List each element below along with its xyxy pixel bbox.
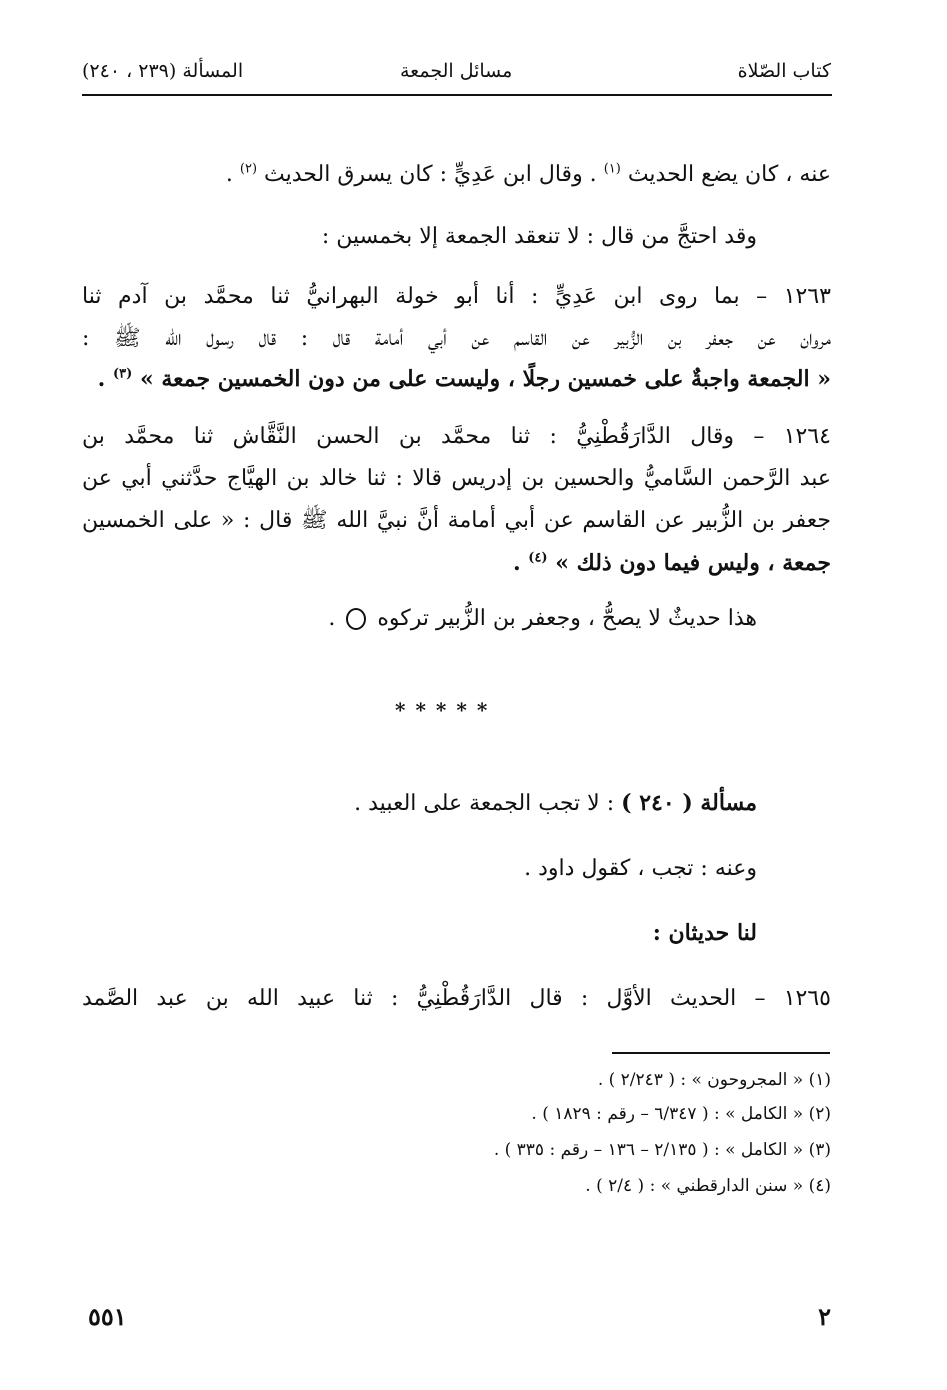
volume-number: ٢	[818, 1302, 831, 1331]
circle-end-marker-icon	[346, 608, 366, 630]
issue-number: مسألة ( ٢٤٠ )	[621, 790, 757, 816]
footnote-divider	[612, 1052, 830, 1054]
text-line-12: وعنه : تجب ، كقول داود .	[524, 856, 757, 881]
text-line-14: ١٢٦٥ – الحديث الأوَّل : قال الدَّارَقُطْنِيُّ : ثنا عبيد الله بن عبد الصَّمد	[82, 986, 831, 1011]
page-number: ٥٥١	[88, 1302, 127, 1331]
section-separator: *****	[395, 698, 498, 722]
footnote-ref-3[interactable]: (٣)	[112, 366, 133, 382]
text-line-8: جعفر بن الزُّبير عن القاسم عن أبي أمامة أنَّ نبيَّ الله ﷺ قال : « على الخمسين	[82, 508, 831, 533]
text-line-13: لنا حديثان :	[652, 920, 757, 946]
text-line-1: عنه ، كان يضع الحديث $^{(١)}$ . وقال ابن عَدِيٍّ : كان يسرق الحديث $^{(٢)}$ .	[225, 161, 831, 187]
footnote-3: (٣) « الكامل » : ( ٢/١٣٥ – ١٣٦ – رقم : ٣٣٥ ) .	[493, 1140, 831, 1160]
running-header-book: كتاب الصّلاة	[737, 60, 831, 82]
footnote-2: (٢) « الكامل » : ( ٦/٣٤٧ – رقم : ١٨٢٩ ) .	[531, 1104, 831, 1124]
text-line-7: عبد الرَّحمن السَّاميُّ والحسين بن إدريس قالا : ثنا خالد بن الهيَّاج حدَّثني أبي عن	[82, 466, 831, 491]
running-header-issue: المسألة (٢٣٩ ، ٢٤٠)	[82, 60, 244, 82]
issue-heading: مسألة ( ٢٤٠ ) : لا تجب الجمعة على العبيد .	[354, 790, 757, 816]
text-line-6: ١٢٦٤ – وقال الدَّارَقُطْنِيُّ : ثنا محمَّد بن الحسن النَّقَّاش ثنا محمَّد بن	[82, 424, 831, 449]
footnote-1: (١) « المجروحون » : ( ٢/٢٤٣ ) .	[597, 1070, 831, 1090]
footnote-4: (٤) « سنن الدارقطني » : ( ٢/٤ ) .	[585, 1176, 831, 1196]
text-line-2: وقد احتجَّ من قال : لا تنعقد الجمعة إلا بخمسين :	[321, 224, 757, 249]
text-line-4: مروان عن جعفر بن الزُّبير عن القاسم عن أبي أمامة قال : قال رسول الله ﷺ :	[82, 326, 831, 351]
text-line-9: جمعة ، وليس فيما دون ذلك » $^{(٤)}$ .	[512, 550, 831, 576]
header-divider	[82, 94, 832, 96]
text-line-10: هذا حديثٌ لا يصحُّ ، وجعفر بن الزُّبير تركوه .	[328, 606, 757, 631]
text-line-3: ١٢٦٣ – بما روى ابن عَدِيٍّ : أنا أبو خولة البهرانيُّ ثنا محمَّد بن آدم ثنا	[82, 284, 831, 309]
footnote-ref-1[interactable]: (١)	[603, 161, 621, 177]
footnote-ref-2[interactable]: (٢)	[239, 161, 258, 177]
text-line-5: « الجمعة واجبةٌ على خمسين رجلًا ، وليست على من دون الخمسين جمعة » $^{(٣)}$ .	[97, 366, 831, 392]
running-header-chapter: مسائل الجمعة	[400, 60, 513, 82]
footnote-ref-4[interactable]: (٤)	[528, 550, 548, 566]
